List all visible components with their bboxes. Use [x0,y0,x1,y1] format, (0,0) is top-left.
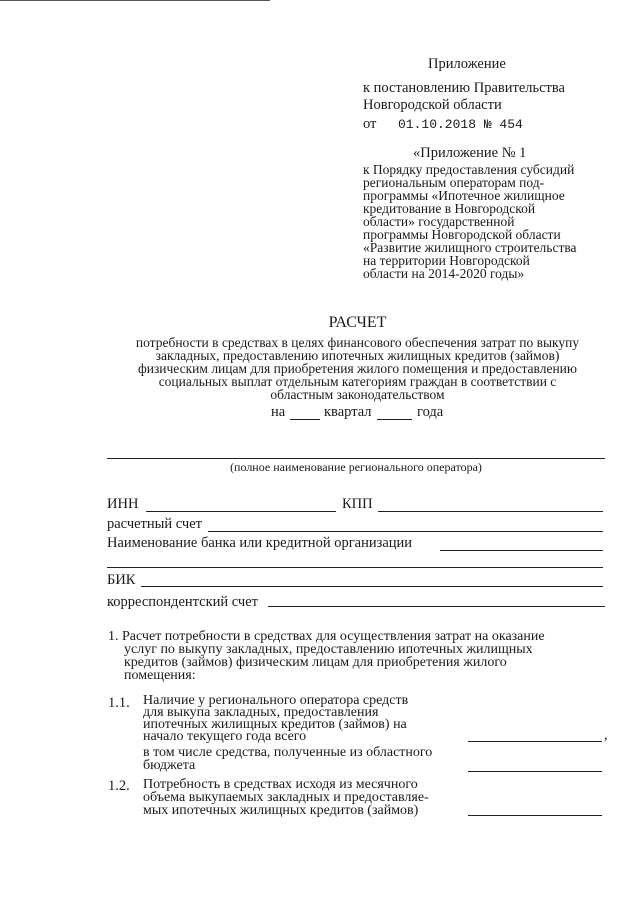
bik-label: БИК [107,572,136,588]
appendix-line: области на 2014-2020 годы» [363,266,525,281]
subtitle-line: областным законодательством [270,387,445,402]
quarter-blank[interactable] [290,419,320,420]
item-1-1-line: начало текущего года всего [143,729,307,744]
appendix-line: программы «Ипотечное жилищное [363,188,565,203]
section-1-heading [108,630,618,682]
subtitle-line: потребности в средствах в целях финансового обеспечения затрат по выкупу [135,335,580,350]
section-1-line: помещения: [124,668,196,683]
item-1-1-regional-field[interactable] [468,771,602,772]
period-year: года [417,404,444,420]
header-line-2: Новгородской области [363,97,502,113]
appendix-line: области» государственной [363,214,515,229]
appendix-line: к Порядку предоставления субсидий [363,162,575,177]
appendix-1-title: «Приложение № 1 [413,145,527,161]
scan-top-edge [0,0,270,1]
inn-field[interactable] [146,511,336,512]
item-1-1-sub-line: в том числе средства, полученные из областного [143,745,433,760]
document-subtitle [100,336,615,401]
appendix-line: «Развитие жилищного строительства [363,240,577,255]
appendix-line: кредитование в Новгородской [363,201,536,216]
operator-name-field[interactable] [107,458,605,459]
item-1-1-line: для выкупа закладных, предоставления [143,705,379,720]
header-line-1: к постановлению Правительства [363,80,565,96]
subtitle-line: закладных, предоставлению ипотечных жилищных кредитов (займов) [155,348,560,363]
item-1-1-comma: , [604,727,608,743]
from-label: от [363,116,377,132]
corr-account-field[interactable] [268,606,605,607]
kpp-field[interactable] [378,511,603,512]
item-1-2-text [143,778,463,817]
account-label: расчетный счет [107,516,202,532]
item-1-1-number: 1.1. [108,695,130,711]
section-1-line: кредитов (займов) физическим лицам для приобретения жилого [124,655,507,670]
kpp-label: КПП [342,496,373,512]
year-blank[interactable] [377,419,412,420]
item-1-1-line: ипотечных жилищных кредитов (займов) на [143,717,407,732]
corr-account-label: корреспондентский счет [107,594,258,610]
subtitle-line: социальных выплат отдельным категориям граждан в соответствии с [158,374,557,389]
item-1-2-line: Потребность в средствах исходя из месячного [143,777,418,792]
section-1-line: 1. Расчет потребности в средствах для осуществления затрат на оказание [108,629,545,644]
inn-label: ИНН [107,496,139,512]
item-1-1-total-field[interactable] [468,741,602,742]
appendix-label: Приложение [428,56,506,72]
item-1-2-line: объема выкупаемых закладных и предоставляе- [143,790,429,805]
bank-field[interactable] [440,550,603,551]
section-1-line: услуг по выкупу закладных, предоставлению ипотечных жилищных [124,642,533,657]
appendix-line: региональным операторам под- [363,175,545,190]
bank-field-cont[interactable] [107,567,603,568]
item-1-2-line: мых ипотечных жилищных кредитов (займов) [143,803,419,818]
item-1-1-text [143,695,463,743]
item-1-2-field[interactable] [468,815,602,816]
appendix-1-text [363,163,613,280]
item-1-1-line: Наличие у регионального оператора средств [143,693,409,708]
document-title: РАСЧЕТ [328,314,387,331]
period-quarter: квартал [324,404,372,420]
item-1-2-number: 1.2. [108,778,130,794]
date-number: 01.10.2018 № 454 [398,117,523,132]
subtitle-line: физическим лицам для приобретения жилого помещения и предоставлению [137,361,577,376]
item-1-1-sub-line: бюджета [143,758,196,773]
bank-label: Наименование банка или кредитной организации [107,535,413,551]
bik-field[interactable] [141,586,603,587]
account-field[interactable] [208,531,603,532]
period-prefix: на [271,404,286,420]
appendix-line: на территории Новгородской [363,253,530,268]
appendix-line: программы Новгородской области [363,227,561,242]
item-1-1-sub-text [143,746,463,772]
operator-caption: (полное наименование регионального оператора) [230,460,482,474]
